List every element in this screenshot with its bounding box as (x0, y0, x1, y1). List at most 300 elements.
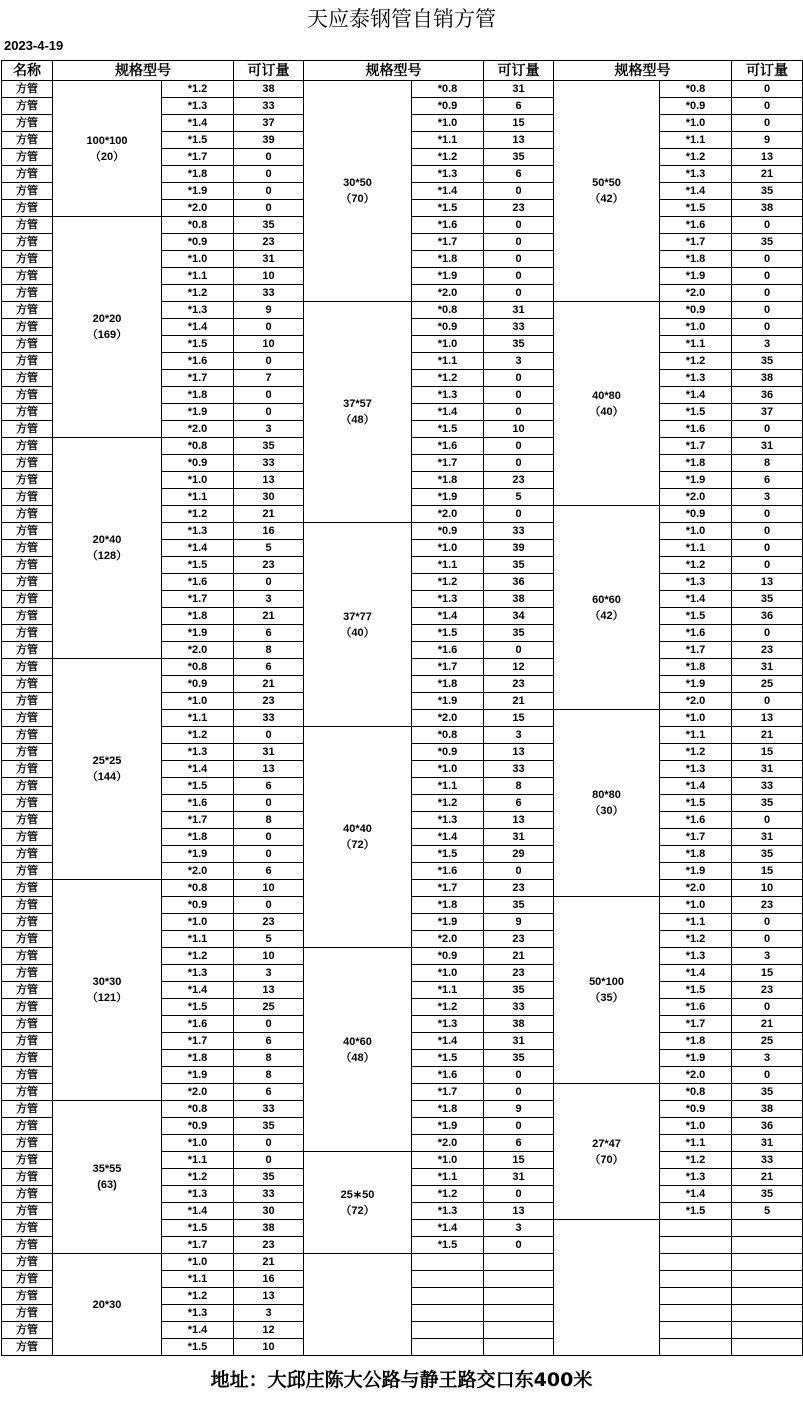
row-name: 方管 (2, 1271, 53, 1288)
row-name: 方管 (2, 1288, 53, 1305)
quantity-cell: 37 (732, 404, 803, 421)
quantity-cell: 13 (234, 982, 304, 999)
thickness-cell: *2.0 (162, 642, 234, 659)
thickness-cell (660, 1271, 732, 1288)
thickness-cell: *0.9 (162, 234, 234, 251)
quantity-cell: 16 (234, 523, 304, 540)
quantity-cell: 0 (484, 506, 554, 523)
quantity-cell: 0 (732, 523, 803, 540)
thickness-cell: *1.6 (162, 574, 234, 591)
row-name: 方管 (2, 914, 53, 931)
thickness-cell: *1.6 (162, 353, 234, 370)
thickness-cell: *1.9 (660, 676, 732, 693)
thickness-cell: *1.4 (660, 1186, 732, 1203)
quantity-cell: 5 (732, 1203, 803, 1220)
thickness-cell: *1.5 (412, 200, 484, 217)
row-name: 方管 (2, 948, 53, 965)
thickness-cell: *1.2 (412, 1186, 484, 1203)
quantity-cell: 38 (484, 591, 554, 608)
quantity-cell: 33 (234, 710, 304, 727)
thickness-cell: *1.4 (412, 1033, 484, 1050)
spec-size: 25*25 (92, 755, 122, 767)
quantity-cell: 23 (484, 931, 554, 948)
thickness-cell: *1.8 (162, 608, 234, 625)
spec-total: （70） (589, 1153, 624, 1166)
thickness-cell (412, 1339, 484, 1356)
thickness-cell: *1.0 (412, 761, 484, 778)
quantity-cell: 0 (234, 387, 304, 404)
thickness-cell: *1.3 (412, 1016, 484, 1033)
thickness-cell: *1.2 (660, 1152, 732, 1169)
quantity-cell: 3 (732, 1050, 803, 1067)
spec-group (304, 523, 412, 727)
thickness-cell: *1.7 (412, 455, 484, 472)
thickness-cell: *1.8 (412, 897, 484, 914)
row-name: 方管 (2, 540, 53, 557)
row-name: 方管 (2, 710, 53, 727)
quantity-cell: 6 (484, 1135, 554, 1152)
quantity-cell (732, 1220, 803, 1237)
quantity-cell (484, 1254, 554, 1271)
quantity-cell: 21 (732, 1016, 803, 1033)
quantity-cell: 10 (234, 1339, 304, 1356)
thickness-cell: *0.9 (162, 897, 234, 914)
spec-total: （48） (340, 414, 375, 426)
quantity-cell: 31 (732, 829, 803, 846)
quantity-cell: 0 (234, 897, 304, 914)
date-label: 2023-4-19 (4, 38, 64, 53)
thickness-cell: *1.4 (162, 115, 234, 132)
thickness-cell: *0.9 (412, 319, 484, 336)
quantity-cell: 0 (234, 183, 304, 200)
spec-total: （121） (86, 992, 128, 1004)
row-name: 方管 (2, 812, 53, 829)
quantity-cell: 23 (234, 557, 304, 574)
quantity-cell: 0 (732, 999, 803, 1016)
spec-size: 40*40 (343, 823, 372, 835)
thickness-cell: *1.8 (412, 472, 484, 489)
thickness-cell: *1.1 (660, 914, 732, 931)
row-name: 方管 (2, 1186, 53, 1203)
thickness-cell: *1.1 (162, 1271, 234, 1288)
quantity-cell: 36 (732, 1118, 803, 1135)
row-name: 方管 (2, 489, 53, 506)
quantity-cell: 35 (484, 557, 554, 574)
quantity-cell: 37 (234, 115, 304, 132)
thickness-cell: *1.4 (412, 829, 484, 846)
quantity-cell: 3 (234, 1305, 304, 1322)
quantity-cell: 6 (234, 1084, 304, 1101)
thickness-cell: *1.8 (660, 251, 732, 268)
thickness-cell: *1.5 (660, 200, 732, 217)
spec-total: （169） (86, 329, 128, 341)
quantity-cell: 0 (732, 812, 803, 829)
quantity-cell: 9 (234, 302, 304, 319)
quantity-cell: 30 (234, 1203, 304, 1220)
quantity-cell: 16 (234, 1271, 304, 1288)
quantity-cell: 15 (732, 965, 803, 982)
row-name: 方管 (2, 1084, 53, 1101)
thickness-cell: *1.1 (412, 353, 484, 370)
thickness-cell: *1.7 (660, 829, 732, 846)
spec-group (304, 948, 412, 1152)
quantity-cell: 7 (234, 370, 304, 387)
thickness-cell: *1.4 (162, 761, 234, 778)
thickness-cell: *1.8 (412, 676, 484, 693)
spec-size: 20*20 (92, 313, 122, 325)
quantity-cell: 25 (732, 676, 803, 693)
spec-group (53, 880, 162, 1101)
row-name: 方管 (2, 404, 53, 421)
quantity-cell: 33 (484, 523, 554, 540)
spec-group (554, 302, 660, 506)
row-name: 方管 (2, 591, 53, 608)
row-name: 方管 (2, 1135, 53, 1152)
quantity-cell: 23 (234, 1237, 304, 1254)
thickness-cell: *1.4 (660, 965, 732, 982)
row-name: 方管 (2, 1033, 53, 1050)
quantity-cell: 35 (484, 149, 554, 166)
thickness-cell: *1.1 (162, 710, 234, 727)
thickness-cell: *2.0 (412, 1135, 484, 1152)
quantity-cell: 23 (732, 982, 803, 999)
thickness-cell: *1.0 (660, 523, 732, 540)
quantity-cell: 10 (484, 421, 554, 438)
quantity-cell: 0 (234, 574, 304, 591)
quantity-cell: 35 (732, 1084, 803, 1101)
thickness-cell: *1.3 (412, 1203, 484, 1220)
quantity-cell: 0 (484, 217, 554, 234)
quantity-cell: 23 (484, 472, 554, 489)
quantity-cell: 15 (484, 710, 554, 727)
quantity-cell: 0 (732, 1067, 803, 1084)
thickness-cell (412, 1271, 484, 1288)
thickness-cell: *0.8 (162, 1101, 234, 1118)
spec-size: 60*60 (592, 593, 621, 606)
row-name: 方管 (2, 1050, 53, 1067)
header-spec: 规格型号 (304, 61, 484, 81)
thickness-cell: *2.0 (660, 880, 732, 897)
thickness-cell: *1.9 (412, 268, 484, 285)
quantity-cell: 0 (484, 268, 554, 285)
row-name: 方管 (2, 1152, 53, 1169)
quantity-cell: 33 (484, 999, 554, 1016)
spec-group (554, 710, 660, 897)
thickness-cell: *1.9 (412, 1118, 484, 1135)
thickness-cell: *1.2 (412, 370, 484, 387)
quantity-cell: 21 (234, 506, 304, 523)
quantity-cell: 10 (234, 948, 304, 965)
thickness-cell: *1.0 (412, 336, 484, 353)
thickness-cell: *0.9 (162, 1118, 234, 1135)
quantity-cell: 8 (234, 1050, 304, 1067)
row-name: 方管 (2, 744, 53, 761)
thickness-cell: *1.0 (660, 1118, 732, 1135)
quantity-cell: 3 (732, 489, 803, 506)
quantity-cell: 0 (732, 421, 803, 438)
thickness-cell: *1.5 (660, 404, 732, 421)
row-name: 方管 (2, 999, 53, 1016)
quantity-cell: 33 (234, 1101, 304, 1118)
row-name: 方管 (2, 931, 53, 948)
spec-group (304, 81, 412, 302)
thickness-cell: *1.9 (162, 1067, 234, 1084)
spec-group (53, 438, 162, 659)
quantity-cell: 35 (234, 1118, 304, 1135)
quantity-cell: 0 (484, 387, 554, 404)
quantity-cell: 23 (732, 897, 803, 914)
row-name: 方管 (2, 1203, 53, 1220)
quantity-cell: 8 (234, 1067, 304, 1084)
quantity-cell: 0 (234, 149, 304, 166)
quantity-cell: 0 (484, 1067, 554, 1084)
header-spec: 规格型号 (554, 61, 732, 81)
quantity-cell: 31 (234, 251, 304, 268)
row-name: 方管 (2, 523, 53, 540)
quantity-cell: 31 (484, 1033, 554, 1050)
thickness-cell: *2.0 (412, 506, 484, 523)
thickness-cell: *1.5 (412, 625, 484, 642)
quantity-cell: 0 (732, 285, 803, 302)
quantity-cell: 31 (484, 302, 554, 319)
quantity-cell: 35 (732, 234, 803, 251)
quantity-cell: 9 (732, 132, 803, 149)
spec-total: （48） (340, 1051, 375, 1064)
thickness-cell (660, 1220, 732, 1237)
thickness-cell: *2.0 (660, 285, 732, 302)
thickness-cell: *1.3 (162, 1186, 234, 1203)
thickness-cell: *1.5 (412, 421, 484, 438)
quantity-cell: 0 (234, 829, 304, 846)
thickness-cell: *1.3 (162, 1305, 234, 1322)
quantity-cell: 35 (732, 795, 803, 812)
thickness-cell: *1.2 (162, 1169, 234, 1186)
header-qty: 可订量 (484, 61, 554, 81)
page-title: 天应泰钢管自销方管 (307, 7, 496, 31)
quantity-cell: 29 (484, 846, 554, 863)
quantity-cell: 0 (732, 931, 803, 948)
thickness-cell: *1.6 (660, 999, 732, 1016)
thickness-cell: *1.3 (412, 387, 484, 404)
quantity-cell: 0 (234, 1016, 304, 1033)
row-name: 方管 (2, 455, 53, 472)
header-spec: 规格型号 (53, 61, 234, 81)
quantity-cell: 0 (234, 727, 304, 744)
quantity-cell: 0 (484, 1084, 554, 1101)
quantity-cell: 13 (484, 744, 554, 761)
quantity-cell: 25 (234, 999, 304, 1016)
quantity-cell (732, 1237, 803, 1254)
spec-size: 27*47 (592, 1137, 621, 1150)
spec-total: （42） (589, 193, 624, 205)
thickness-cell: *1.3 (660, 574, 732, 591)
thickness-cell: *1.1 (412, 982, 484, 999)
quantity-cell (732, 1339, 803, 1356)
quantity-cell: 10 (234, 880, 304, 897)
quantity-cell: 21 (234, 608, 304, 625)
thickness-cell: *1.1 (412, 1169, 484, 1186)
thickness-cell (660, 1237, 732, 1254)
quantity-cell: 35 (234, 1169, 304, 1186)
spec-group (554, 81, 660, 302)
thickness-cell: *1.0 (412, 115, 484, 132)
thickness-cell: *1.1 (660, 132, 732, 149)
row-name: 方管 (2, 166, 53, 183)
quantity-cell: 0 (732, 914, 803, 931)
thickness-cell: *1.3 (660, 761, 732, 778)
row-name: 方管 (2, 1169, 53, 1186)
thickness-cell: *1.9 (412, 489, 484, 506)
quantity-cell: 30 (234, 489, 304, 506)
quantity-cell: 31 (484, 81, 554, 98)
thickness-cell: *1.5 (660, 1203, 732, 1220)
table-row (2, 1254, 803, 1271)
thickness-cell: *1.1 (162, 268, 234, 285)
thickness-cell: *1.5 (660, 982, 732, 999)
thickness-cell: *1.7 (660, 438, 732, 455)
row-name: 方管 (2, 897, 53, 914)
quantity-cell: 0 (484, 863, 554, 880)
thickness-cell: *1.2 (660, 353, 732, 370)
thickness-cell: *1.7 (660, 234, 732, 251)
thickness-cell: *2.0 (162, 200, 234, 217)
spec-group (53, 81, 162, 217)
quantity-cell (732, 1322, 803, 1339)
quantity-cell: 35 (732, 591, 803, 608)
quantity-cell: 0 (234, 200, 304, 217)
thickness-cell: *0.9 (412, 948, 484, 965)
quantity-cell: 0 (732, 251, 803, 268)
thickness-cell: *1.7 (660, 642, 732, 659)
thickness-cell: *0.9 (660, 1101, 732, 1118)
thickness-cell: *1.5 (162, 336, 234, 353)
row-name: 方管 (2, 1067, 53, 1084)
quantity-cell: 0 (234, 1135, 304, 1152)
quantity-cell: 8 (732, 455, 803, 472)
spec-group (554, 1220, 660, 1356)
quantity-cell: 5 (234, 540, 304, 557)
row-name: 方管 (2, 1339, 53, 1356)
thickness-cell: *1.8 (162, 166, 234, 183)
quantity-cell: 23 (234, 693, 304, 710)
thickness-cell: *1.3 (162, 523, 234, 540)
thickness-cell: *1.0 (412, 540, 484, 557)
thickness-cell: *1.6 (660, 625, 732, 642)
row-name: 方管 (2, 149, 53, 166)
quantity-cell: 36 (732, 608, 803, 625)
quantity-cell: 36 (732, 387, 803, 404)
thickness-cell: *1.7 (412, 659, 484, 676)
thickness-cell: *1.9 (162, 625, 234, 642)
spec-group (304, 302, 412, 523)
quantity-cell (732, 1288, 803, 1305)
thickness-cell: *1.6 (162, 1016, 234, 1033)
quantity-cell: 3 (234, 421, 304, 438)
quantity-cell: 35 (732, 846, 803, 863)
row-name: 方管 (2, 557, 53, 574)
thickness-cell: *1.1 (412, 557, 484, 574)
thickness-cell: *1.9 (660, 472, 732, 489)
row-name: 方管 (2, 472, 53, 489)
quantity-cell: 9 (484, 914, 554, 931)
header-row (2, 61, 803, 81)
quantity-cell: 35 (732, 1186, 803, 1203)
header-qty: 可订量 (234, 61, 304, 81)
thickness-cell: *1.5 (412, 846, 484, 863)
quantity-cell: 6 (234, 863, 304, 880)
quantity-cell: 0 (732, 268, 803, 285)
quantity-cell: 38 (732, 370, 803, 387)
row-name: 方管 (2, 217, 53, 234)
quantity-cell: 25 (732, 1033, 803, 1050)
spec-size: 50*100 (589, 976, 624, 988)
quantity-cell: 33 (484, 761, 554, 778)
spec-size: 37*57 (343, 398, 372, 410)
row-name: 方管 (2, 965, 53, 982)
address-footer: 地址：大邱庄陈大公路与静王路交口东400米 (210, 1369, 593, 1391)
quantity-cell: 33 (234, 285, 304, 302)
quantity-cell: 0 (234, 795, 304, 812)
row-name: 方管 (2, 1220, 53, 1237)
quantity-cell: 0 (234, 166, 304, 183)
thickness-cell: *1.0 (660, 115, 732, 132)
quantity-cell: 15 (732, 863, 803, 880)
quantity-cell: 9 (484, 1101, 554, 1118)
quantity-cell: 6 (484, 795, 554, 812)
row-name: 方管 (2, 642, 53, 659)
quantity-cell: 31 (732, 761, 803, 778)
quantity-cell: 6 (234, 1033, 304, 1050)
row-name: 方管 (2, 302, 53, 319)
thickness-cell: *1.7 (162, 1237, 234, 1254)
thickness-cell: *0.8 (412, 727, 484, 744)
thickness-cell: *1.4 (412, 183, 484, 200)
thickness-cell: *1.5 (162, 1220, 234, 1237)
spec-size: 80*80 (592, 789, 621, 801)
quantity-cell: 6 (484, 98, 554, 115)
quantity-cell: 34 (484, 608, 554, 625)
quantity-cell: 31 (732, 438, 803, 455)
inventory-table (1, 60, 803, 1356)
thickness-cell: *1.9 (412, 914, 484, 931)
quantity-cell: 0 (732, 625, 803, 642)
spec-group (554, 1084, 660, 1220)
quantity-cell: 0 (732, 557, 803, 574)
quantity-cell (732, 1271, 803, 1288)
quantity-cell: 38 (484, 1016, 554, 1033)
thickness-cell: *1.0 (162, 472, 234, 489)
thickness-cell: *1.2 (162, 948, 234, 965)
row-name: 方管 (2, 795, 53, 812)
thickness-cell: *1.2 (412, 999, 484, 1016)
quantity-cell: 21 (484, 693, 554, 710)
thickness-cell: *1.9 (162, 183, 234, 200)
thickness-cell: *1.2 (660, 744, 732, 761)
row-name: 方管 (2, 574, 53, 591)
thickness-cell: *0.9 (412, 744, 484, 761)
header-name: 名称 (2, 61, 53, 81)
spec-total: （30） (589, 805, 624, 817)
quantity-cell: 35 (484, 625, 554, 642)
thickness-cell: *1.9 (660, 1050, 732, 1067)
row-name: 方管 (2, 421, 53, 438)
row-name: 方管 (2, 1101, 53, 1118)
spec-total: （72） (340, 1204, 375, 1217)
spec-total: （40） (340, 626, 375, 639)
thickness-cell: *1.4 (412, 608, 484, 625)
quantity-cell: 3 (732, 336, 803, 353)
spec-group (554, 506, 660, 710)
